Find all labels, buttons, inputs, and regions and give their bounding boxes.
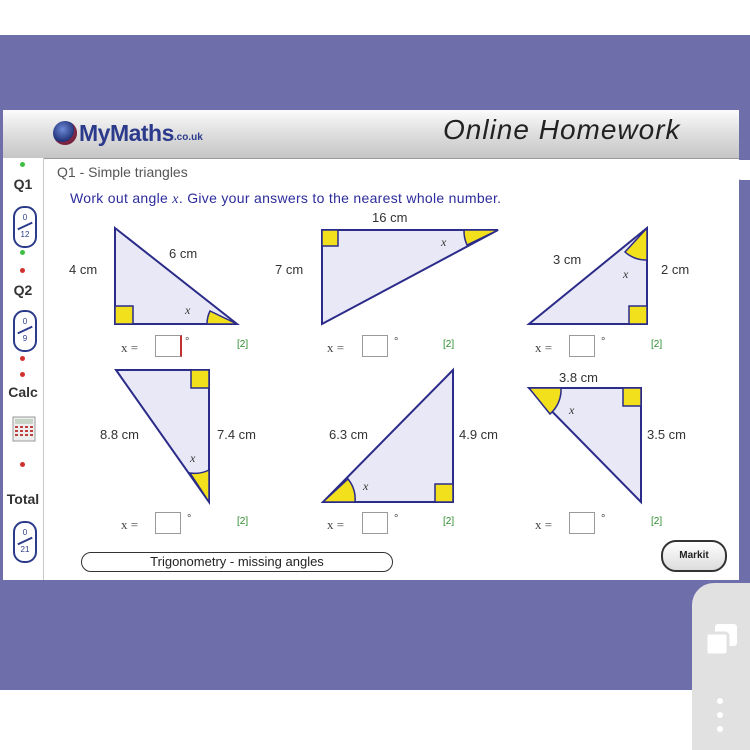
triangle-2-side-a: 7 cm bbox=[275, 262, 304, 277]
q2-score: 0 bbox=[22, 317, 28, 326]
answer-1-degree: ° bbox=[185, 336, 190, 348]
q1-status-dot bbox=[20, 162, 25, 167]
triangle-4-angle-label: x bbox=[190, 451, 196, 465]
calculator-icon[interactable] bbox=[12, 416, 36, 442]
angle-marker-5 bbox=[323, 479, 355, 502]
answer-1-marks: [2] bbox=[237, 339, 249, 350]
answer-2-degree: ° bbox=[394, 336, 399, 348]
triangle-2-angle-label: x bbox=[441, 235, 447, 249]
mymaths-logo[interactable] bbox=[53, 120, 203, 146]
right-angle-2 bbox=[322, 230, 338, 246]
triangle-6-angle-label: x bbox=[569, 403, 575, 417]
sidebar-item-q1[interactable]: Q1 bbox=[13, 176, 33, 192]
answer-5-marks: [2] bbox=[443, 516, 455, 527]
sidebar-item-calc[interactable]: Calc bbox=[8, 384, 38, 400]
q1-score-badge bbox=[13, 206, 37, 248]
answer-3-input[interactable] bbox=[569, 335, 595, 357]
answer-3-degree: ° bbox=[601, 336, 606, 348]
calc-status-dot-2 bbox=[20, 372, 25, 377]
triangle-4-side-a: 8.8 cm bbox=[100, 427, 140, 442]
triangle-6-side-a: 3.8 cm bbox=[559, 370, 599, 385]
triangle-2 bbox=[322, 230, 498, 324]
answer-6-degree: ° bbox=[601, 513, 606, 525]
answer-6-input[interactable] bbox=[569, 512, 595, 534]
answer-3-marks: [2] bbox=[651, 339, 663, 350]
triangle-5-side-a: 6.3 cm bbox=[329, 427, 369, 442]
question-sidebar bbox=[3, 158, 44, 580]
q2-status-dot bbox=[20, 268, 25, 273]
q2-total: 9 bbox=[22, 334, 28, 343]
instruction-variable: x bbox=[172, 192, 179, 207]
total-score-badge bbox=[13, 521, 37, 563]
triangle-1-side-a: 4 cm bbox=[69, 262, 98, 277]
right-angle-6 bbox=[623, 388, 641, 406]
triangle-3-side-a: 3 cm bbox=[553, 252, 582, 267]
triangle-5-side-b: 4.9 cm bbox=[459, 427, 499, 442]
triangle-1-side-b: 6 cm bbox=[169, 246, 198, 261]
sidebar-item-q2[interactable]: Q2 bbox=[13, 282, 33, 298]
answer-1-input[interactable] bbox=[155, 335, 182, 357]
globe-icon bbox=[53, 121, 77, 145]
answer-6-marks: [2] bbox=[651, 516, 663, 527]
answer-3-label: x = bbox=[535, 340, 553, 355]
answer-6-label: x = bbox=[535, 517, 553, 532]
triangle-1-angle-label: x bbox=[185, 303, 191, 317]
right-angle-1 bbox=[115, 306, 133, 324]
angle-marker-2 bbox=[464, 230, 498, 245]
answer-2-label: x = bbox=[327, 340, 345, 355]
copy-icon[interactable] bbox=[702, 620, 742, 660]
question-title: Q1 - Simple triangles bbox=[57, 164, 188, 180]
answer-1-label: x = bbox=[121, 340, 139, 355]
total-status-dot bbox=[20, 462, 25, 467]
right-angle-4 bbox=[191, 370, 209, 388]
q1-score: 0 bbox=[22, 213, 28, 222]
answer-2-input[interactable] bbox=[362, 335, 388, 357]
question-panel bbox=[49, 160, 739, 580]
topic-title-bar: Trigonometry - missing angles bbox=[81, 552, 393, 572]
answer-4-degree: ° bbox=[187, 513, 192, 525]
angle-marker-4 bbox=[190, 470, 209, 502]
triangle-5-angle-label: x bbox=[363, 479, 369, 493]
logo-domain: .co.uk bbox=[173, 132, 203, 143]
q1-total: 12 bbox=[20, 230, 30, 239]
right-angle-3 bbox=[629, 306, 647, 324]
homework-window bbox=[3, 110, 739, 580]
answer-4-input[interactable] bbox=[155, 512, 181, 534]
triangle-4-side-b: 7.4 cm bbox=[217, 427, 257, 442]
q2-score-badge bbox=[13, 310, 37, 352]
triangle-2-side-b: 16 cm bbox=[372, 210, 408, 225]
answer-5-input[interactable] bbox=[362, 512, 388, 534]
total-total: 21 bbox=[20, 545, 30, 554]
instruction-prefix: Work out angle bbox=[70, 190, 173, 206]
answer-4-label: x = bbox=[121, 517, 139, 532]
calc-status-dot bbox=[20, 356, 25, 361]
answer-5-degree: ° bbox=[394, 513, 399, 525]
sidebar-item-total[interactable]: Total bbox=[6, 491, 40, 507]
instruction-suffix: . Give your answers to the nearest whole number. bbox=[178, 190, 502, 206]
answer-4-marks: [2] bbox=[237, 516, 249, 527]
right-angle-5 bbox=[435, 484, 453, 502]
more-options-icon[interactable] bbox=[712, 698, 728, 744]
total-score: 0 bbox=[22, 528, 28, 537]
markit-button[interactable]: Markit bbox=[661, 540, 727, 572]
answer-2-marks: [2] bbox=[443, 339, 455, 350]
q1-progress-dot bbox=[20, 250, 25, 255]
triangle-3-angle-label: x bbox=[623, 267, 629, 281]
triangle-6-side-b: 3.5 cm bbox=[647, 427, 687, 442]
answer-5-label: x = bbox=[327, 517, 345, 532]
logo-text: MyMaths bbox=[79, 119, 174, 146]
triangle-3-side-b: 2 cm bbox=[661, 262, 690, 277]
app-header bbox=[3, 110, 739, 159]
app-title: Online Homework bbox=[443, 114, 681, 145]
